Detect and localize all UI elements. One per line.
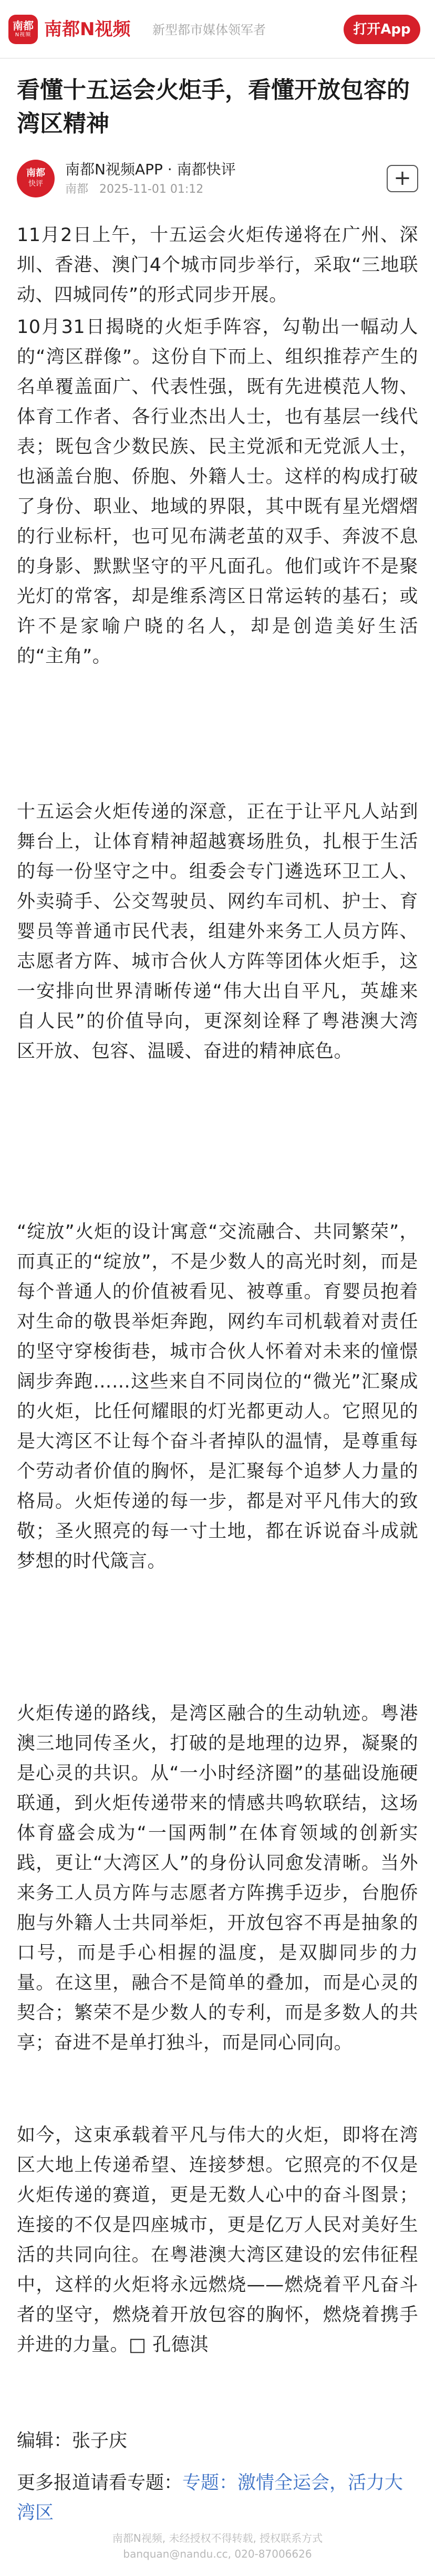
paragraph-4: “绽放”火炬的设计寓意“交流融合、共同繁荣”，而真正的“绽放”，不是少数人的高光时刻，而是每个普通人的价值被看见、被尊重。育婴员抱着对生命的敬畏举炬奔跑，网约车司机载着对责任的坚守穿梭街巷，城市合伙人怀着对未来的憧憬阔步奔跑……这些来自不同岗位的“微光”汇聚成的火炬，比任何耀眼的灯光都更动人。它照见的是大湾区不让每个奋斗者掉队的温情，是尊重每个劳动者价值的胸怀，是汇聚每个追梦人力量的格局。火炬传递的每一步，都是对平凡伟大的致敬；圣火照亮的每一寸土地，都在诉说奋斗成就梦想的时代箴言。 (17, 1222, 418, 1572)
paragraph-2: 10月31日揭晓的火炬手阵容，勾勒出一幅动人的“湾区群像”。这份自下而上、组织推荐产生的名单覆盖面广、代表性强，既有先进模范人物、体育工作者、各行业杰出人士，也有基层一线代表；既包含少数民族、民主党派和无党派人士，也涵盖台胞、侨胞、外籍人士。这样的构成打破了身份、职业、地域的界限，其中既有星光熠熠的行业标杆，也可见布满老茧的双手、奔波不息的身影、默默坚守的平凡面孔。他们或许不是聚光灯的常客，却是维系湾区日常运转的基石；或许不是家喻户晓的名人，却是创造美好生活的“主角”。 (17, 317, 418, 667)
follow-add-button[interactable]: + (387, 165, 418, 192)
article-datetime: 2025-11-01 01:12 (99, 183, 204, 196)
article-title: 看懂十五运会火炬手，看懂开放包容的湾区精神 (17, 77, 410, 137)
avatar-sub-text: 快评 (28, 180, 43, 188)
author-avatar[interactable] (17, 160, 55, 197)
article-meta (65, 182, 211, 197)
paragraph-1: 11月2日上午，十五运会火炬传递将在广州、深圳、香港、澳门4个城市同步举行，采取“三地联动、四城同传”的形式同步开展。 (17, 225, 418, 306)
brand-name[interactable]: 南都N视频 (44, 19, 131, 40)
author-name[interactable]: 南都N视频APP · 南都快评 (65, 161, 236, 178)
more-reports-label: 更多报道请看专题： (17, 2473, 183, 2494)
brand-logo-sub: N视频 (15, 32, 32, 38)
open-app-button[interactable]: 打开App (344, 15, 420, 44)
top-bar (0, 0, 435, 59)
copyright-footer (0, 2530, 435, 2562)
paragraph-5: 火炬传递的路线，是湾区融合的生动轨迹。粤港澳三地同传圣火，打破的是地理的边界，凝聚的是心灵的共识。从“一小时经济圈”的基础设施硬联通，到火炬传递带来的情感共鸣软联结，这场体育盛会成为“一国两制”在体育领域的创新实践，更让“大湾区人”的身份认同愈发清晰。当外来务工人员方阵与志愿者方阵携手迈步，台胞侨胞与外籍人士共同举炬，开放包容不再是抽象的口号，而是手心相握的温度，是双脚同步的力量。在这里，融合不是简单的叠加，而是心灵的契合；繁荣不是少数人的专利，而是多数人的共享；奋进不是单打独斗，而是同心同向。 (17, 1703, 418, 2053)
avatar-text: 南都 (26, 168, 45, 179)
paragraph-3: 十五运会火炬传递的深意，正在于让平凡人站到舞台上，让体育精神超越赛场胜负，扎根于生活的每一份坚守之中。组委会专门遴选环卫工人、外卖骑手、公交驾驶员、网约车司机、护士、育婴员等普通市民代表，组建外来务工人员方阵、志愿者方阵、城市合伙人方阵等团体火炬手，这一安排向世界清晰传递“伟大出自平凡，英雄来自人民”的价值导向，更深刻诠释了粤港澳大湾区开放、包容、温暖、奋进的精神底色。 (17, 801, 418, 1062)
author-row (17, 158, 418, 202)
topic-link[interactable]: 专题：激情全运会，活力大湾区 (17, 2473, 403, 2523)
brand-logo[interactable] (8, 15, 38, 44)
brand-logo-text: 南都 (13, 19, 34, 32)
article-outlet: 南都 (65, 183, 89, 196)
editor-credit: 编辑：张子庆 (17, 2431, 128, 2452)
footer-line-1: 南都N视频, 未经授权不得转载, 授权联系方式 (112, 2532, 323, 2544)
brand-slogan: 新型都市媒体领军者 (152, 23, 266, 37)
paragraph-6: 如今，这束承载着平凡与伟大的火炬，即将在湾区大地上传递希望、连接梦想。它照亮的不仅是火炬传递的赛道，更是无数人心中的奋斗图景；连接的不仅是四座城市，更是亿万人民对美好生活的共同向往。在粤港澳大湾区建设的宏伟征程中，这样的火炬将永远燃烧——燃烧着平凡奋斗者的坚守，燃烧着开放包容的胸怀，燃烧着携手并进的力量。□ 孔德淇 (17, 2125, 418, 2355)
footer-line-2: banquan@nandu.cc, 020-87006626 (123, 2548, 312, 2560)
more-reports (17, 2468, 418, 2528)
